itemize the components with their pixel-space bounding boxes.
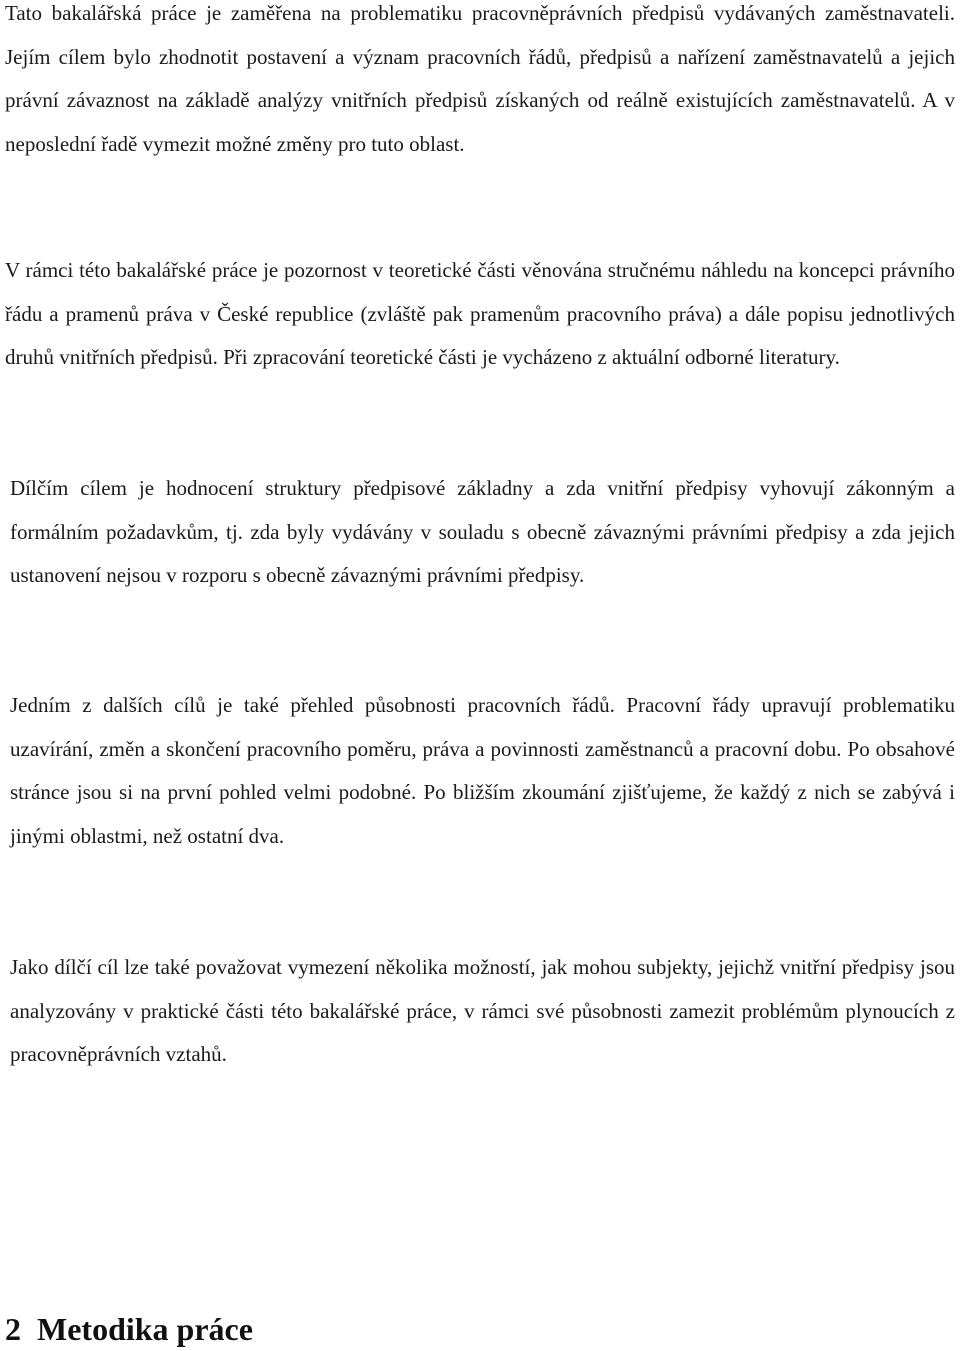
section-number: 2 (5, 1311, 21, 1347)
section-title: Metodika práce (37, 1311, 253, 1347)
paragraph-theory: V rámci této bakalářské práce je pozornost v teoretické části věnována stručnému náhledu na koncepci právního řádu a pramenů práva v České republice (zvláště pak pramenům pracovního práva) a dále popisu jednotlivých druhů vnitřních předpisů. Při zpracování teoretické části je vycházeno z aktuální odborné literatury. (5, 258, 955, 370)
paragraph-further-goal: Jako dílčí cíl lze také považovat vymezení několika možností, jak mohou subjekty, jejichž vnitřní předpisy jsou analyzovány v praktické části této bakalářské práce, v rámci své působnosti zamezit problémům plynoucích z pracovněprávních vztahů. (10, 955, 955, 1067)
paragraph-partial-goal: Dílčím cílem je hodnocení struktury předpisové základny a zda vnitřní předpisy vyhovují zákonným a formálním požadavkům, tj. zda byly vydávány v souladu s obecně závaznými právními předpisy a zda jejich ustanovení nejsou v rozporu s obecně závaznými právními předpisy. (10, 476, 955, 588)
paragraph-intro: Tato bakalářská práce je zaměřena na problematiku pracovněprávních předpisů vydávaných zaměstnavateli. Jejím cílem bylo zhodnotit postavení a význam pracovních řádů, předpisů a nařízení zaměstnavatelů a jejich právní závaznost na základě analýzy vnitřních předpisů získaných od reálně existujících zaměstnavatelů. A v neposlední řadě vymezit možné změny pro tuto oblast. (5, 1, 955, 156)
section-heading (5, 1309, 253, 1349)
paragraph-work-rules: Jedním z dalších cílů je také přehled působnosti pracovních řádů. Pracovní řády upravují problematiku uzavírání, změn a skončení pracovního poměru, práva a povinnosti zaměstnanců a pracovní dobu. Po obsahové stránce jsou si na první pohled velmi podobné. Po bližším zkoumání zjišťujeme, že každý z nich se zabývá i jinými oblastmi, než ostatní dva. (10, 693, 955, 848)
